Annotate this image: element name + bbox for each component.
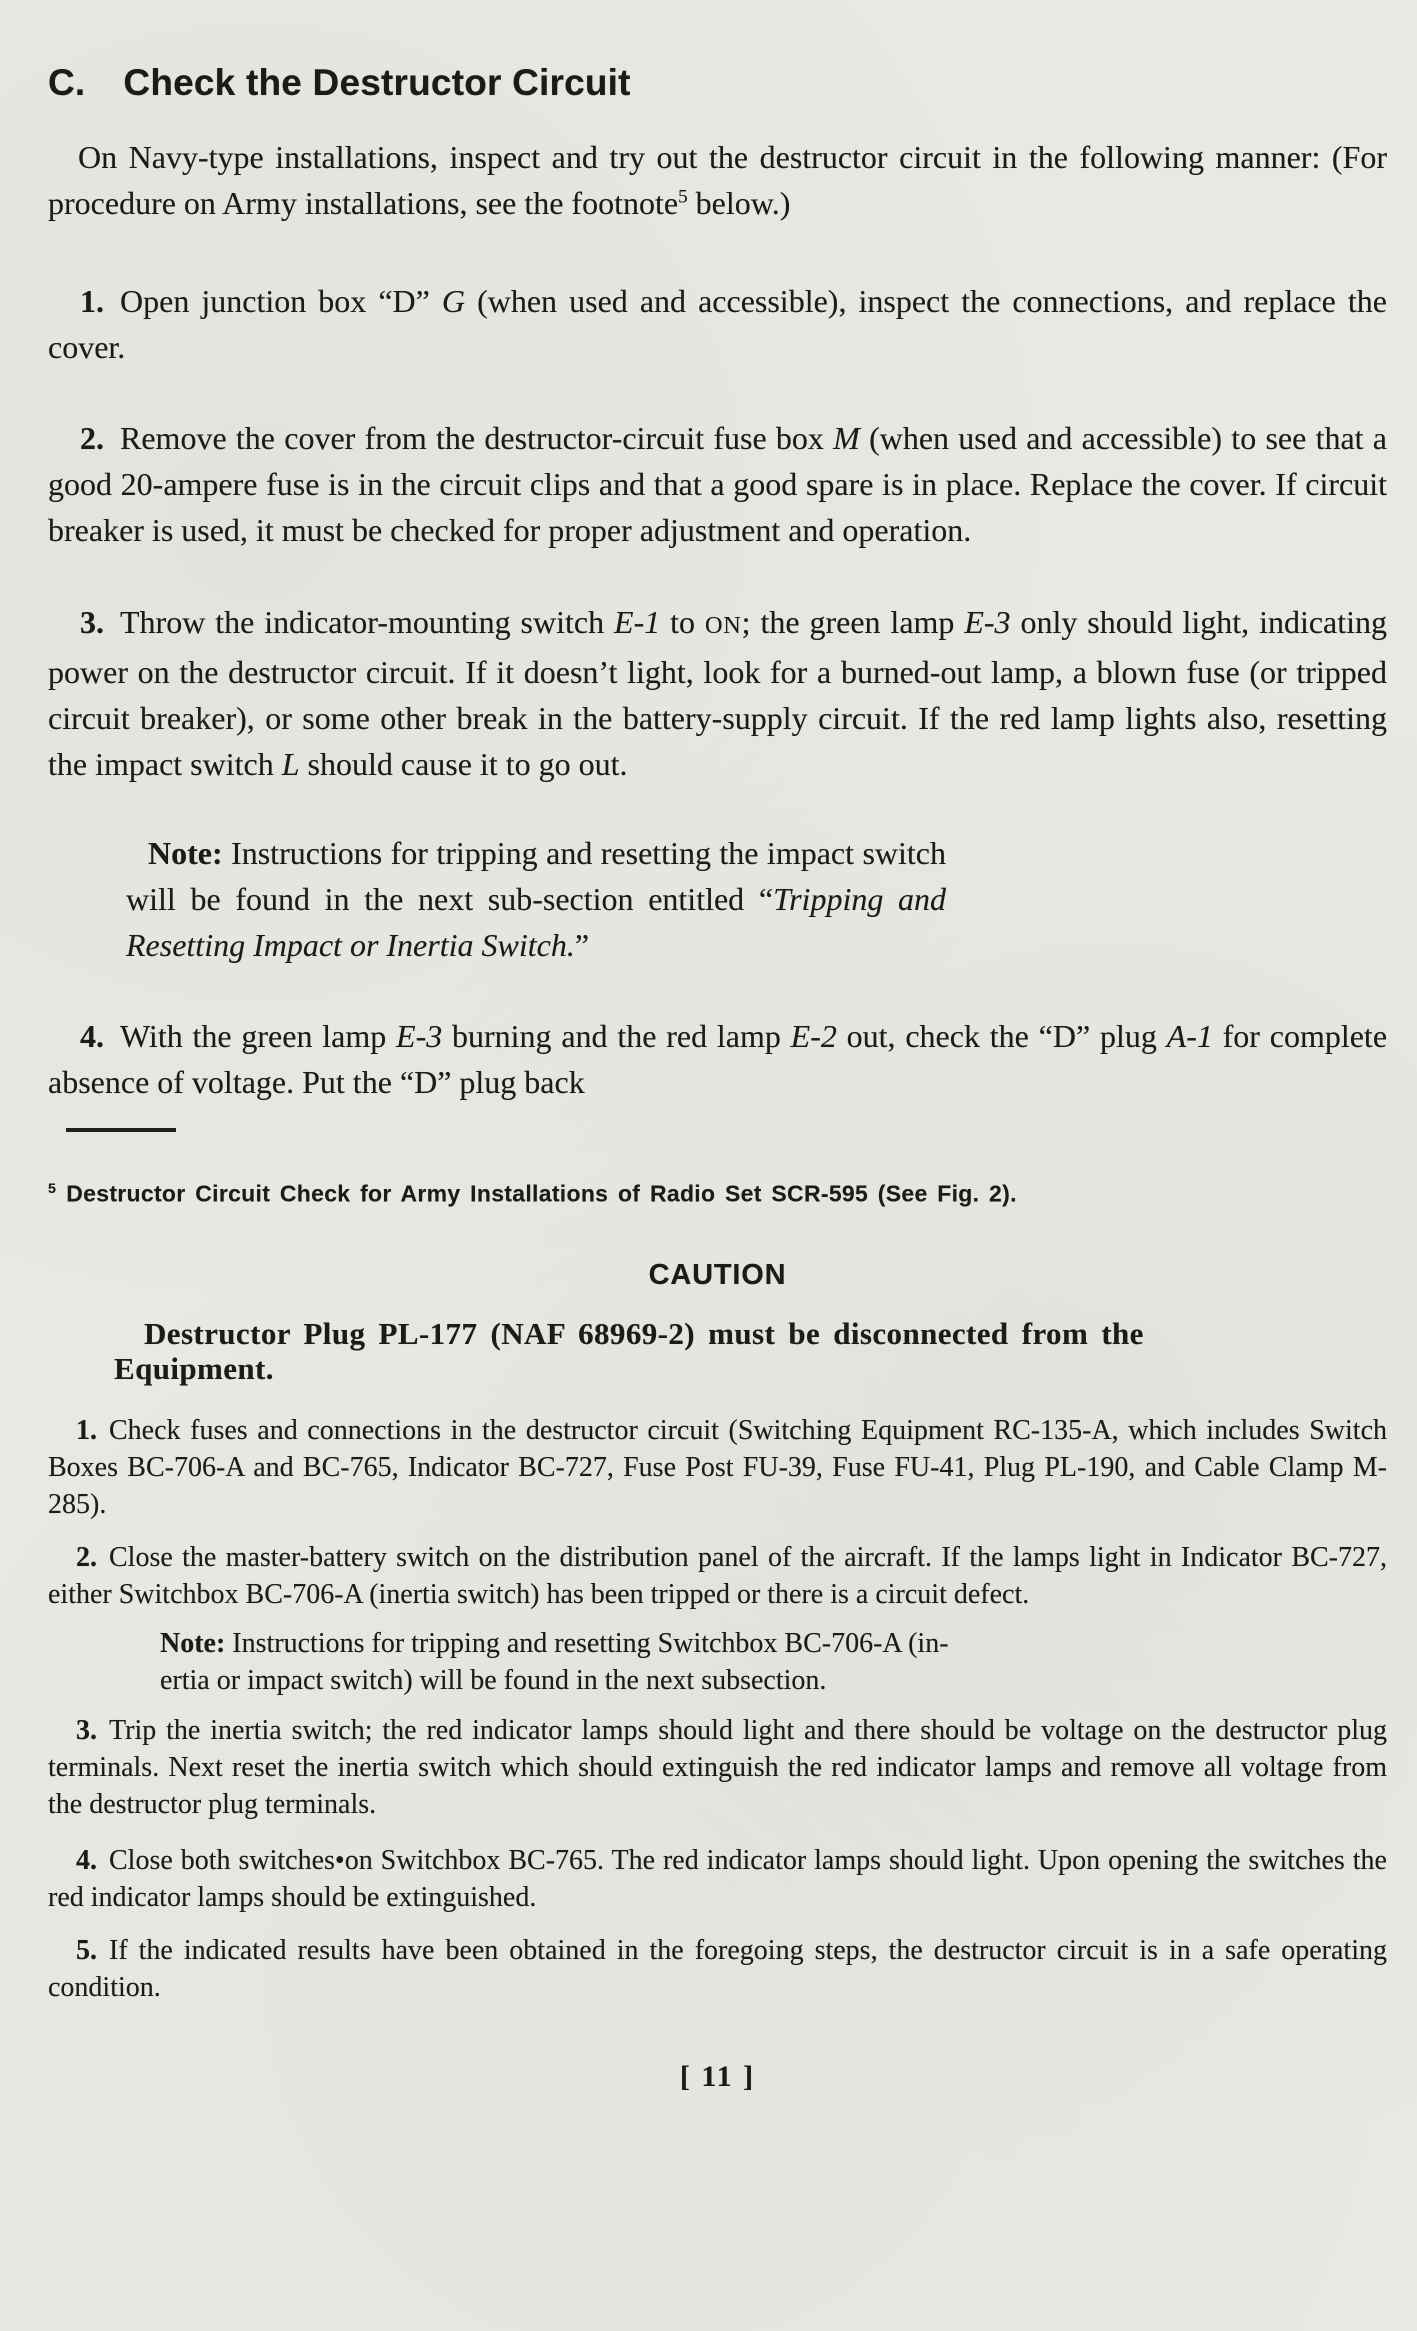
section-title: Check the Destructor Circuit — [123, 62, 631, 103]
text-run: L — [281, 746, 300, 782]
text-run: Remove the cover from the destructor-circuit fuse box — [120, 420, 834, 456]
footnote-divider — [66, 1128, 176, 1132]
step-text — [48, 1415, 1387, 1520]
text-run: Instructions for tripping and resetting Switchbox BC-706-A (in- — [225, 1627, 949, 1659]
page-number: [ 11 ] — [679, 2059, 756, 2093]
text-run: ; the green lamp — [741, 604, 965, 640]
step-text — [48, 604, 1387, 782]
step-text — [48, 1542, 1387, 1610]
text-run: burning and the red lamp — [442, 1018, 791, 1054]
step-number: 1. — [80, 283, 104, 319]
intro-paragraph — [48, 134, 1387, 226]
text-run: Trip the inertia switch; the red indicator lamps should light and there should be voltage on the destructor plug terminals. Next reset the inertia switch which should extinguish the red indicator lamps and remove all voltage from the destructor plug terminals. — [48, 1714, 1387, 1820]
text-run: G — [441, 283, 466, 319]
step-number: 3. — [80, 604, 104, 640]
text-run: ertia or impact switch) will be found in the next subsection. — [160, 1664, 827, 1696]
navy-step-2 — [48, 415, 1387, 553]
text-run: Note: — [160, 1627, 226, 1659]
text-run: should cause it to go out. — [299, 746, 628, 782]
army-step-5 — [48, 1932, 1387, 2006]
step-text — [48, 1715, 1387, 1820]
step-text — [48, 283, 1387, 365]
text-run: Throw the indicator-mounting switch — [120, 604, 615, 640]
section-letter: C. — [48, 62, 86, 103]
navy-step-4 — [48, 1013, 1387, 1105]
text-run: E-3 — [396, 1018, 443, 1054]
step-text — [48, 1845, 1387, 1913]
army-step-4 — [48, 1842, 1387, 1916]
step-number: 4. — [80, 1018, 104, 1054]
navy-note — [126, 830, 946, 968]
step-number: 5. — [76, 1934, 97, 1966]
step-text — [48, 420, 1387, 548]
text-run: out, check the “D” plug — [836, 1018, 1167, 1054]
text-run: Open junction box “D” — [120, 283, 442, 319]
text-run: for complete absence of voltage. Put the “D” plug back — [48, 1018, 1388, 1100]
text-run: ” — [574, 927, 590, 963]
army-step-3 — [48, 1712, 1387, 1823]
text-run: (when used and accessible) to see that a good 20-ampere fuse is in the circuit clips and that a good spare is in place. Replace the cover. If circuit breaker is used, it must be checked for proper adjustment and operation. — [48, 420, 1388, 548]
text-run: 5 — [678, 186, 688, 208]
text-run: A-1 — [1166, 1018, 1213, 1054]
text-run: only should light, indicating power on the destructor circuit. If it doesn’t light, look for a burned-out lamp, a blown fuse (or tripped circuit breaker), or some other break in the battery-supply circuit. If the red lamp lights also, resetting the impact switch — [48, 604, 1388, 782]
text-run: Close both switches•on Switchbox BC-765. The red indicator lamps should light. Upon opening the switches the red indicator lamps should be extinguished. — [48, 1844, 1387, 1913]
text-run: ON — [704, 612, 742, 639]
navy-step-3 — [48, 599, 1387, 787]
army-step-2 — [48, 1539, 1387, 1613]
step-number: 4. — [76, 1844, 97, 1876]
text-run: E-3 — [964, 604, 1011, 640]
navy-step-1 — [48, 278, 1387, 370]
text-run: below.) — [687, 185, 791, 221]
footnote-text: Destructor Circuit Check for Army Installations of Radio Set SCR-595 (See Fig. 2). — [66, 1180, 1017, 1207]
step-number: 3. — [76, 1714, 97, 1746]
text-run: If the indicated results have been obtained in the foregoing steps, the destructor circuit is in a safe operating condition. — [48, 1934, 1387, 2003]
step-number: 1. — [76, 1414, 97, 1446]
text-run: On Navy-type installations, inspect and try out the destructor circuit in the following manner: (For procedure on Army installations, see the footnote — [48, 139, 1387, 221]
text-run: M — [833, 420, 860, 456]
army-note — [160, 1625, 1160, 1699]
text-run: Tripping and Resetting Impact or Inertia Switch. — [126, 881, 947, 963]
step-text — [48, 1935, 1387, 2003]
section-heading — [48, 62, 1387, 104]
text-run: With the green lamp — [120, 1018, 397, 1054]
text-run: (when used and accessible), inspect the connections, and replace the cover. — [48, 283, 1387, 365]
army-step-1 — [48, 1412, 1387, 1523]
caution-statement: Destructor Plug PL-177 (NAF 68969-2) must be disconnected from the Equipment. — [114, 1315, 1144, 1386]
step-number: 2. — [76, 1541, 97, 1573]
text-run: E-2 — [790, 1018, 837, 1054]
footnote-marker: 5 — [48, 1181, 57, 1197]
footnote — [48, 1173, 1387, 1210]
caution-heading: CAUTION — [648, 1258, 787, 1291]
text-run: Instructions for tripping and resetting the impact switch will be found in the next sub-section entitled “ — [126, 835, 946, 917]
text-run: E-1 — [614, 604, 661, 640]
text-run: to — [660, 604, 705, 640]
text-run: Close the master-battery switch on the distribution panel of the aircraft. If the lamps light in Indicator BC-727, either Switchbox BC-706-A (inertia switch) has been tripped or there is a circuit defect. — [48, 1541, 1387, 1610]
text-run: Check fuses and connections in the destructor circuit (Switching Equipment RC-135-A, which includes Switch Boxes BC-706-A and BC-765, Indicator BC-727, Fuse Post FU-39, Fuse FU-41, Plug PL-190, and Cable Clamp M-285). — [48, 1414, 1387, 1520]
step-text — [48, 1018, 1387, 1100]
text-run: Note: — [148, 835, 223, 871]
step-number: 2. — [80, 420, 104, 456]
